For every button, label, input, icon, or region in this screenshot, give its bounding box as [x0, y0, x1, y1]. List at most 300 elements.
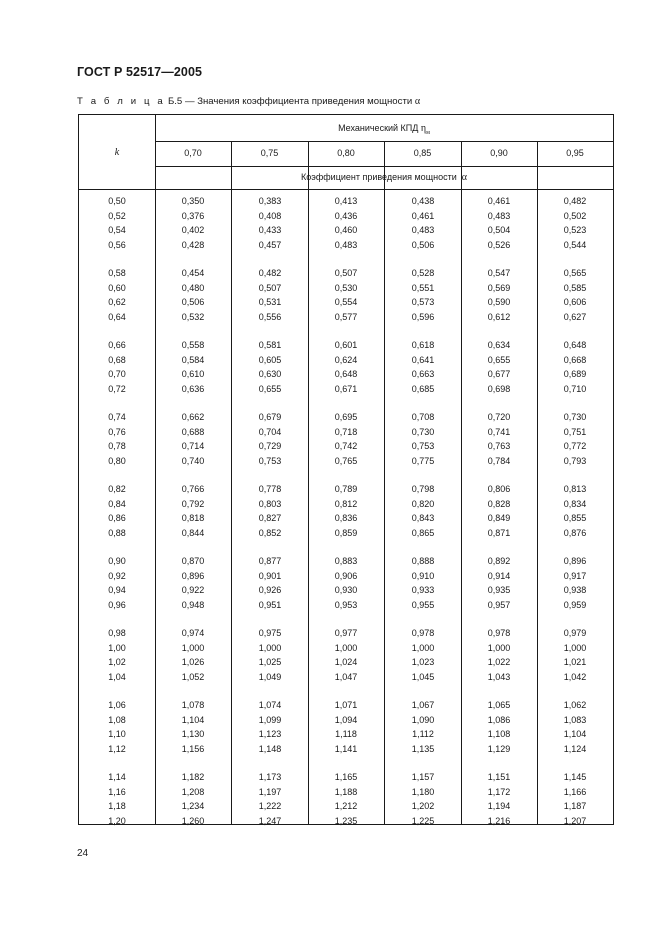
coefficient-cell: 0,948: [181, 599, 205, 610]
coefficient-cell: 0,551: [411, 282, 435, 293]
col-header-2: 0,80: [337, 148, 355, 158]
table-row: [79, 282, 613, 295]
coefficient-cell: 0,689: [563, 369, 587, 380]
coefficient-cell: 0,977: [334, 628, 358, 638]
table-row: [79, 455, 613, 468]
coefficient-cell: 0,636: [181, 383, 205, 394]
coefficient-cell: 0,708: [411, 412, 435, 422]
coefficient-cell: 0,772: [563, 441, 587, 452]
coefficient-cell: 1,000: [487, 642, 511, 653]
page-number: 24: [77, 848, 89, 859]
coefficient-cell: 0,531: [258, 297, 282, 308]
coefficient-cell: 0,556: [258, 311, 282, 322]
coefficient-cell: 0,803: [258, 498, 282, 509]
k-value-cell: 0,96: [108, 599, 126, 610]
coefficient-cell: 0,528: [411, 268, 435, 278]
coefficient-cell: 0,350: [181, 196, 205, 206]
coefficient-cell: 0,751: [563, 426, 587, 437]
efficiency-header: [155, 123, 613, 139]
k-value-cell: 1,16: [108, 786, 126, 797]
coefficient-cell: 0,526: [487, 239, 511, 250]
coefficient-cell: 0,834: [563, 498, 587, 509]
table-row: [79, 699, 613, 712]
coefficient-cell: 0,596: [411, 311, 435, 322]
efficiency-symbol: [421, 123, 430, 134]
coefficient-cell: 1,145: [563, 772, 587, 782]
coefficient-cell: 0,812: [334, 498, 358, 509]
coefficient-cell: 1,123: [258, 729, 282, 740]
k-value-cell: 0,74: [108, 412, 126, 422]
coefficient-cell: 1,090: [411, 714, 435, 725]
coefficient-cell: 0,798: [411, 484, 435, 494]
table-row: [79, 512, 613, 525]
coefficient-cell: 0,789: [334, 484, 358, 494]
table-row: [79, 570, 613, 583]
coefficient-cell: 1,187: [563, 801, 587, 812]
coefficient-cell: 0,870: [181, 556, 205, 566]
k-value-cell: 0,80: [108, 455, 126, 466]
coefficient-cell: 1,225: [411, 815, 435, 826]
table-row: [79, 411, 613, 424]
coefficient-cell: 1,216: [487, 815, 511, 826]
coefficient-cell: 1,188: [334, 786, 358, 797]
document-standard-header: ГОСТ Р 52517—2005: [77, 65, 203, 79]
k-value-cell: 0,94: [108, 585, 126, 596]
coefficient-cell: 0,906: [334, 570, 358, 581]
col-header-3: 0,85: [413, 148, 432, 158]
k-value-cell: 0,88: [108, 527, 126, 538]
coefficient-cell: 1,022: [487, 657, 511, 668]
coefficient-cell: 0,457: [258, 239, 282, 250]
k-value-cell: 0,64: [108, 311, 126, 322]
k-value-cell: 1,02: [108, 657, 126, 668]
coefficient-cell: 0,565: [563, 268, 587, 278]
coefficient-cell: 0,605: [258, 354, 282, 365]
coefficient-cell: 0,828: [487, 498, 511, 509]
coefficient-cell: 1,065: [487, 700, 511, 710]
coefficient-cell: 0,714: [181, 441, 205, 452]
table-row: [79, 771, 613, 784]
coefficient-cell: 0,938: [563, 585, 587, 596]
coefficient-cell: 0,506: [411, 239, 435, 250]
coefficient-cell: 0,679: [258, 412, 282, 422]
k-value-cell: 0,76: [108, 426, 126, 437]
table-row: [79, 498, 613, 511]
caption-label: Т а б л и ц а: [77, 96, 166, 107]
coefficient-cell: 0,753: [258, 455, 282, 466]
coefficient-cell: 1,194: [487, 801, 511, 812]
coefficient-cell: 1,021: [563, 657, 587, 668]
coefficient-cell: 0,655: [487, 354, 511, 365]
k-value-cell: 0,54: [108, 225, 126, 236]
table-row: [79, 426, 613, 439]
coefficient-cell: 0,877: [258, 556, 282, 566]
coefficient-cell: 0,820: [411, 498, 435, 509]
coefficient-cell: 0,741: [487, 426, 511, 437]
coefficient-cell: 1,173: [258, 772, 282, 782]
coefficient-cell: 1,172: [487, 786, 511, 797]
k-value-cell: 1,20: [108, 815, 126, 826]
coefficient-cell: 0,547: [487, 268, 511, 278]
k-value-cell: 1,14: [108, 772, 126, 782]
col-header-5: 0,95: [566, 148, 584, 158]
coefficient-cell: 0,729: [258, 441, 282, 452]
coefficient-cell: 1,045: [411, 671, 435, 682]
coefficient-header: [155, 172, 613, 183]
coefficient-cell: 0,630: [258, 369, 282, 380]
table-caption: [77, 96, 420, 107]
coefficient-cell: 0,951: [258, 599, 282, 610]
coefficient-cell: 0,383: [258, 196, 282, 206]
caption-symbol: α: [414, 96, 421, 107]
table-row: [79, 239, 613, 252]
coefficient-cell: 0,704: [258, 426, 282, 437]
coefficient-cell: 0,843: [411, 513, 435, 524]
coefficient-cell: 0,402: [181, 225, 205, 236]
coefficient-cell: 0,648: [563, 340, 587, 350]
coefficient-cell: 1,165: [334, 772, 358, 782]
coefficient-cell: 0,926: [258, 585, 282, 596]
coefficient-cell: 0,730: [411, 426, 435, 437]
coefficient-cell: 0,859: [334, 527, 358, 538]
coefficient-cell: 1,247: [258, 815, 282, 826]
coefficient-cell: 0,806: [487, 484, 511, 494]
coefficient-cell: 1,000: [181, 642, 205, 653]
coefficient-symbol: α: [461, 172, 467, 183]
table-row: [79, 656, 613, 669]
coefficient-cell: 1,000: [258, 642, 282, 653]
col-header-4: 0,90: [490, 148, 508, 158]
coefficient-cell: 0,624: [334, 354, 358, 365]
coefficient-cell: 0,482: [258, 268, 282, 278]
coefficient-table: [78, 114, 614, 825]
coefficient-cell: 1,000: [411, 642, 435, 653]
coefficient-cell: 0,793: [563, 455, 587, 466]
table-row: [79, 599, 613, 612]
coefficient-cell: 1,025: [258, 657, 282, 668]
caption-dash: —: [184, 96, 195, 107]
coefficient-cell: 0,933: [411, 585, 435, 596]
coefficient-cell: 0,428: [181, 239, 205, 250]
coefficient-cell: 0,930: [334, 585, 358, 596]
coefficient-cell: 0,742: [334, 441, 358, 452]
coefficient-cell: 0,698: [487, 383, 511, 394]
efficiency-header-label: Механический КПД: [338, 123, 419, 133]
coefficient-cell: 0,957: [487, 599, 511, 610]
coefficient-cell: 0,601: [334, 340, 358, 350]
coefficient-cell: 1,130: [181, 729, 205, 740]
coefficient-cell: 0,865: [411, 527, 435, 538]
coefficient-cell: 0,695: [334, 412, 358, 422]
table-row: [79, 786, 613, 799]
coefficient-cell: 0,648: [334, 369, 358, 380]
efficiency-symbol-subscript: м: [426, 130, 430, 136]
k-value-cell: 0,82: [108, 484, 126, 494]
k-value-cell: 0,90: [108, 556, 126, 566]
coefficient-cell: 0,506: [181, 297, 205, 308]
k-value-cell: 1,08: [108, 714, 126, 725]
coefficient-cell: 0,544: [563, 239, 587, 250]
coefficient-cell: 0,766: [181, 484, 205, 494]
k-value-cell: 0,86: [108, 513, 126, 524]
k-value-cell: 1,12: [108, 743, 126, 754]
k-value-cell: 0,60: [108, 282, 126, 293]
k-value-cell: 0,66: [108, 340, 126, 350]
coefficient-cell: 0,901: [258, 570, 282, 581]
coefficient-cell: 1,094: [334, 714, 358, 725]
coefficient-cell: 1,180: [411, 786, 435, 797]
coefficient-cell: 0,507: [334, 268, 358, 278]
table-row: [79, 224, 613, 237]
coefficient-cell: 1,260: [181, 815, 205, 826]
k-value-cell: 1,00: [108, 642, 126, 653]
coefficient-cell: 1,074: [258, 700, 282, 710]
table-row: [79, 296, 613, 309]
coefficient-cell: 0,959: [563, 599, 587, 610]
coefficient-cell: 0,413: [334, 196, 358, 206]
coefficient-cell: 0,573: [411, 297, 435, 308]
table-row: [79, 743, 613, 756]
coefficient-cell: 0,740: [181, 455, 205, 466]
coefficient-cell: 0,641: [411, 354, 435, 365]
table-row: [79, 383, 613, 396]
coefficient-cell: 0,892: [487, 556, 511, 566]
coefficient-cell: 1,078: [181, 700, 205, 710]
table-row: [79, 671, 613, 684]
coefficient-cell: 0,590: [487, 297, 511, 308]
coefficient-cell: 1,000: [334, 642, 358, 653]
k-value-cell: 0,50: [108, 196, 126, 206]
coefficient-cell: 1,108: [487, 729, 511, 740]
coefficient-cell: 0,978: [411, 628, 435, 638]
efficiency-symbol-eta: η: [420, 123, 427, 134]
coefficient-cell: 1,099: [258, 714, 282, 725]
caption-number: Б.5: [167, 96, 183, 107]
k-value-cell: 0,58: [108, 268, 126, 278]
coefficient-cell: 0,585: [563, 282, 587, 293]
coefficient-cell: 0,849: [487, 513, 511, 524]
coefficient-cell: 0,896: [563, 556, 587, 566]
coefficient-cell: 0,883: [334, 556, 358, 566]
k-value-cell: 0,70: [108, 369, 126, 380]
k-value-cell: 1,06: [108, 700, 126, 710]
table-row: [79, 267, 613, 280]
k-value-cell: 0,68: [108, 354, 126, 365]
k-value-cell: 0,78: [108, 441, 126, 452]
caption-text: Значения коэффициента приведения мощности: [197, 96, 413, 107]
k-value-cell: 1,04: [108, 671, 126, 682]
coefficient-cell: 0,530: [334, 282, 358, 293]
k-value-cell: 1,18: [108, 801, 126, 812]
coefficient-cell: 1,235: [334, 815, 358, 826]
coefficient-cell: 0,460: [334, 225, 358, 236]
coefficient-cell: 1,129: [487, 743, 511, 754]
table-row: [79, 584, 613, 597]
coefficient-cell: 1,067: [411, 700, 435, 710]
coefficient-cell: 1,086: [487, 714, 511, 725]
coefficient-cell: 1,023: [411, 657, 435, 668]
coefficient-cell: 1,197: [258, 786, 282, 797]
table-row: [79, 555, 613, 568]
k-value-cell: 0,84: [108, 498, 126, 509]
coefficient-cell: 1,047: [334, 671, 358, 682]
coefficient-cell: 1,208: [181, 786, 205, 797]
coefficient-cell: 0,507: [258, 282, 282, 293]
coefficient-cell: 1,207: [563, 815, 587, 826]
k-value-cell: 0,62: [108, 297, 126, 308]
coefficient-cell: 0,502: [563, 210, 587, 221]
coefficient-cell: 0,974: [181, 628, 205, 638]
coefficient-cell: 0,975: [258, 628, 282, 638]
coefficient-cell: 0,720: [487, 412, 511, 422]
coefficient-cell: 0,955: [411, 599, 435, 610]
coefficient-cell: 1,026: [181, 657, 205, 668]
coefficient-cell: 1,043: [487, 671, 511, 682]
coefficient-cell: 0,671: [334, 383, 358, 394]
coefficient-cell: 1,049: [258, 671, 282, 682]
coefficient-cell: 0,482: [563, 196, 587, 206]
table-row: [79, 527, 613, 540]
table-row: [79, 440, 613, 453]
coefficient-cell: 0,663: [411, 369, 435, 380]
k-column-header: k: [114, 147, 120, 158]
coefficient-cell: 0,433: [258, 225, 282, 236]
table-row: [79, 368, 613, 381]
coefficient-cell: 0,827: [258, 513, 282, 524]
coefficient-cell: 0,558: [181, 340, 205, 350]
coefficient-cell: 0,554: [334, 297, 358, 308]
coefficient-cell: 0,577: [334, 311, 358, 322]
table-row: [79, 195, 613, 208]
coefficient-cell: 0,818: [181, 513, 205, 524]
coefficient-cell: 0,978: [487, 628, 511, 638]
coefficient-cell: 1,148: [258, 743, 282, 754]
coefficient-cell: 0,953: [334, 599, 358, 610]
coefficient-cell: 0,718: [334, 426, 358, 437]
coefficient-cell: 0,627: [563, 311, 587, 322]
coefficient-cell: 1,156: [181, 743, 205, 754]
coefficient-cell: 0,753: [411, 441, 435, 452]
coefficient-cell: 1,222: [258, 801, 282, 812]
coefficient-cell: 0,784: [487, 455, 511, 466]
coefficient-cell: 0,483: [411, 225, 435, 236]
coefficient-cell: 0,710: [563, 383, 587, 394]
table-row: [79, 339, 613, 352]
table-row: [79, 483, 613, 496]
coefficient-cell: 1,052: [181, 671, 205, 682]
k-value-cell: 0,52: [108, 210, 126, 221]
coefficient-cell: 0,408: [258, 210, 282, 221]
coefficient-cell: 0,855: [563, 513, 587, 524]
table-row: [79, 800, 613, 813]
header-line-3: [79, 189, 613, 190]
k-value-cell: 0,56: [108, 239, 126, 250]
table-row: [79, 627, 613, 640]
coefficient-cell: 1,234: [181, 801, 205, 812]
coefficient-cell: 0,483: [334, 239, 358, 250]
coefficient-cell: 0,610: [181, 369, 205, 380]
coefficient-cell: 0,677: [487, 369, 511, 380]
coefficient-cell: 1,062: [563, 700, 587, 710]
table-row: [79, 815, 613, 828]
table-row: [79, 354, 613, 367]
k-value-cell: 1,10: [108, 729, 126, 740]
coefficient-cell: 0,461: [411, 210, 435, 221]
coefficient-cell: 0,436: [334, 210, 358, 221]
coefficient-cell: 0,618: [411, 340, 435, 350]
coefficient-cell: 0,685: [411, 383, 435, 394]
coefficient-cell: 0,836: [334, 513, 358, 524]
coefficient-cell: 1,104: [181, 714, 205, 725]
coefficient-cell: 1,071: [334, 700, 358, 710]
coefficient-cell: 0,792: [181, 498, 205, 509]
coefficient-cell: 0,871: [487, 527, 511, 538]
coefficient-cell: 0,483: [487, 210, 511, 221]
coefficient-cell: 0,852: [258, 527, 282, 538]
coefficient-cell: 0,584: [181, 354, 205, 365]
coefficient-cell: 0,668: [563, 354, 587, 365]
coefficient-cell: 0,480: [181, 282, 205, 293]
coefficient-cell: 0,606: [563, 297, 587, 308]
coefficient-cell: 0,979: [563, 628, 587, 638]
coefficient-cell: 0,778: [258, 484, 282, 494]
coefficient-cell: 0,876: [563, 527, 587, 538]
coefficient-header-label: Коэффициент приведения мощности: [301, 172, 457, 182]
col-header-0: 0,70: [184, 148, 202, 158]
coefficient-cell: 1,112: [412, 729, 434, 740]
coefficient-cell: 0,581: [258, 340, 282, 350]
coefficient-cell: 0,917: [563, 570, 587, 581]
coefficient-cell: 0,532: [181, 311, 205, 322]
coefficient-cell: 0,376: [181, 210, 205, 221]
coefficient-cell: 1,202: [411, 801, 435, 812]
coefficient-cell: 0,662: [181, 412, 205, 422]
coefficient-cell: 0,655: [258, 383, 282, 394]
coefficient-cell: 1,104: [563, 729, 587, 740]
coefficient-cell: 1,135: [411, 743, 435, 754]
coefficient-cell: 0,896: [181, 570, 205, 581]
table-row: [79, 210, 613, 223]
coefficient-cell: 0,922: [181, 585, 205, 596]
coefficient-cell: 1,000: [563, 642, 587, 653]
coefficient-cell: 1,024: [334, 657, 358, 668]
coefficient-cell: 1,212: [334, 801, 358, 812]
coefficient-cell: 0,935: [487, 585, 511, 596]
coefficient-cell: 1,118: [335, 729, 357, 740]
table-row: [79, 311, 613, 324]
table-row: [79, 642, 613, 655]
table-row: [79, 728, 613, 741]
coefficient-cell: 0,775: [411, 455, 435, 466]
coefficient-cell: 0,763: [487, 441, 511, 452]
coefficient-cell: 1,157: [411, 772, 435, 782]
coefficient-cell: 0,730: [563, 412, 587, 422]
coefficient-cell: 0,914: [487, 570, 511, 581]
coefficient-cell: 0,569: [487, 282, 511, 293]
k-value-cell: 0,72: [108, 383, 126, 394]
table-row: [79, 714, 613, 727]
coefficient-cell: 0,454: [181, 268, 205, 278]
coefficient-cell: 0,612: [487, 311, 511, 322]
coefficient-cell: 1,042: [563, 671, 587, 682]
coefficient-cell: 1,083: [563, 714, 587, 725]
coefficient-cell: 0,910: [411, 570, 435, 581]
coefficient-cell: 0,813: [563, 484, 587, 494]
coefficient-cell: 0,765: [334, 455, 358, 466]
coefficient-cell: 1,151: [487, 772, 511, 782]
coefficient-cell: 0,461: [487, 196, 511, 206]
coefficient-cell: 0,844: [181, 527, 205, 538]
